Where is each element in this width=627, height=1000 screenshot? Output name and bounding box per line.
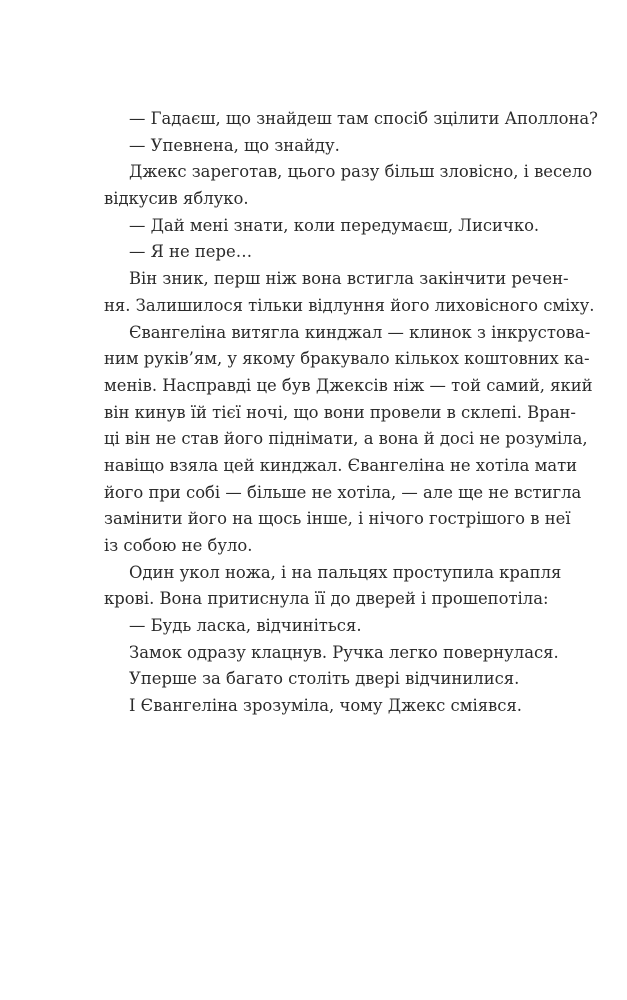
text-line: Євангеліна витягла кинджал — клинок з інкрустова-: [129, 322, 591, 342]
text-line: його при собі — більше не хотіла, — але ще не встигла: [104, 482, 582, 502]
text-line: Він зник, перш ніж вона встигла закінчити речен-: [129, 269, 569, 289]
text-line: він кинув їй тієї ночі, що вони провели в склепі. Вран-: [104, 402, 576, 422]
text-line: крові. Вона притиснула її до дверей і прошепотіла:: [104, 589, 549, 609]
text-line: — Упевнена, що знайду.: [129, 135, 340, 155]
text-line: із собою не було.: [104, 536, 253, 555]
text-line: — Дай мені знати, коли передумаєш, Лисичко.: [129, 215, 540, 235]
text-line: ці він не став його піднімати, а вона й досі не розуміла,: [104, 429, 588, 449]
text-line: ним руків’ям, у якому бракувало кількох коштовних ка-: [104, 349, 590, 369]
text-line: — Гадаєш, що знайдеш там спосіб зцілити Аполлона?: [129, 109, 598, 128]
text-line: навіщо взяла цей кинджал. Євангеліна не хотіла мати: [104, 455, 578, 475]
text-line: Один укол ножа, і на пальцях проступила крапля: [129, 562, 562, 582]
text-line: Замок одразу клацнув. Ручка легко повернулася.: [129, 642, 559, 662]
body-text: [104, 106, 598, 720]
text-line: Уперше за багато століть двері відчинилися.: [129, 669, 520, 689]
text-line: Джекс зареготав, цього разу більш зловісно, і весело: [129, 162, 593, 182]
text-line: менів. Насправді це був Джексів ніж — той самий, який: [104, 375, 593, 395]
text-line: І Євангеліна зрозуміла, чому Джекс сміявся.: [129, 696, 522, 716]
text-line: — Будь ласка, відчиніться.: [129, 616, 362, 636]
text-line: замінити його на щось інше, і нічого гострішого в неї: [104, 509, 571, 529]
text-line: ня. Залишилося тільки відлуння його лиховісного сміху.: [104, 295, 595, 315]
text-line: — Я не пере…: [129, 242, 253, 262]
text-line: відкусив яблуко.: [104, 189, 249, 209]
